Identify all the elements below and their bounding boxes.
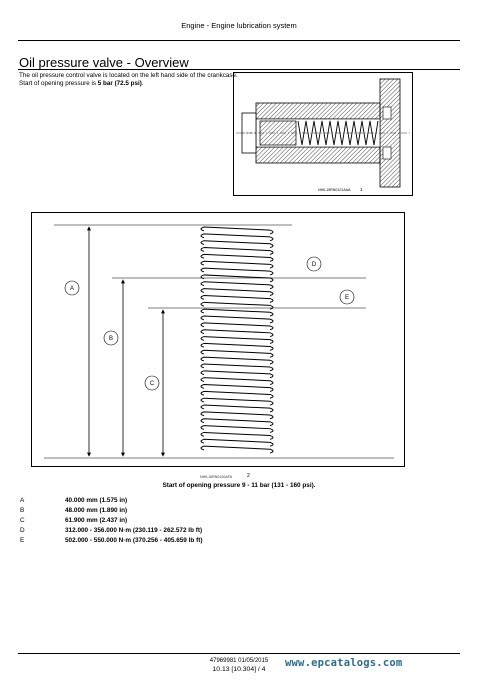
callout-c: C — [149, 381, 155, 388]
spring-coil — [201, 371, 273, 378]
footer-page-ref: 10.13 [10.304] / 4 — [212, 666, 266, 673]
footer-rule — [18, 653, 460, 654]
spring-coil — [201, 426, 273, 433]
spring-coil — [201, 330, 273, 337]
spec-key-a: A — [20, 497, 25, 504]
figure2-caption: Start of opening pressure 9 - 11 bar (131 - 160 psi). — [162, 482, 316, 489]
figure2-number: 2 — [247, 473, 250, 479]
callout-e: E — [344, 295, 350, 302]
footer-doc-ref: 47969981 01/05/2015 — [209, 658, 269, 664]
spring-coil — [201, 295, 273, 302]
spec-key-d: D — [20, 527, 25, 534]
section-header: Engine - Engine lubrication system — [181, 21, 297, 30]
spec-value-a: 40.000 mm (1.575 in) — [65, 497, 128, 504]
spec-key-b: B — [20, 507, 25, 514]
spring-coil — [201, 248, 273, 255]
spec-value-d: 312.000 - 356.000 N·m (230.119 - 262.572 lb ft) — [65, 527, 203, 534]
spring-coil — [201, 412, 273, 419]
valve-cross-section-drawing — [234, 73, 412, 195]
spec-value-b: 48.000 mm (1.890 in) — [65, 507, 128, 514]
spring-coil — [201, 432, 273, 439]
spring-coil — [201, 337, 273, 344]
spec-key-e: E — [20, 537, 25, 544]
spring-coil — [201, 316, 273, 323]
intro-end: . — [141, 80, 144, 88]
spec-value-c: 61.900 mm (2.437 in) — [65, 517, 128, 524]
header-rule — [18, 40, 460, 41]
intro-pressure: 5 bar (72.5 psi) — [97, 80, 142, 88]
page-title: Oil pressure valve - Overview — [19, 55, 189, 70]
spring-coil — [201, 419, 273, 426]
callout-a: A — [69, 286, 75, 293]
figure1-number: 1 — [360, 187, 363, 192]
spring-coil — [201, 234, 273, 241]
spring-coil — [201, 391, 273, 398]
spring-coil — [201, 446, 273, 453]
spring-coil — [201, 357, 273, 364]
spec-list — [0, 497, 478, 557]
spring-coil — [201, 385, 273, 392]
spring-dimension-figure — [31, 212, 405, 467]
valve-cross-section-figure — [233, 72, 413, 196]
spring-coil — [201, 364, 273, 371]
intro-text: The oil pressure control valve is located on the left hand side of the crankcase. Start of opening pressure is — [19, 72, 238, 88]
spring-coil — [201, 261, 273, 268]
spring-coil — [201, 268, 273, 275]
intro-paragraph — [19, 72, 239, 89]
spring-coil — [201, 343, 273, 350]
spring-coil — [201, 254, 273, 261]
spring-coil — [201, 439, 273, 446]
callout-d: D — [311, 262, 317, 269]
spring-coil — [201, 323, 273, 330]
title-rule — [18, 69, 460, 70]
spring-coil — [201, 350, 273, 357]
spec-key-c: C — [20, 517, 25, 524]
figure2-code: NHIL15RN0120AFA — [200, 475, 233, 479]
spring-coil — [201, 309, 273, 316]
spring-coil — [201, 227, 273, 234]
spec-value-e: 502.000 - 550.000 N·m (370.256 - 405.659 lb ft) — [65, 537, 203, 544]
spring-coil — [201, 241, 273, 248]
spring-dimension-drawing — [32, 213, 404, 466]
spring-coil — [201, 282, 273, 289]
figure1-code: NHIL15RN0121AAA — [318, 188, 351, 192]
spring-coil — [201, 378, 273, 385]
spring-coil — [201, 275, 273, 282]
spring-coil — [201, 405, 273, 412]
callout-b: B — [108, 336, 114, 343]
spring-coil — [201, 398, 273, 405]
watermark-link[interactable]: www.epcatalogs.com — [285, 657, 403, 669]
spring-coil — [201, 289, 273, 296]
